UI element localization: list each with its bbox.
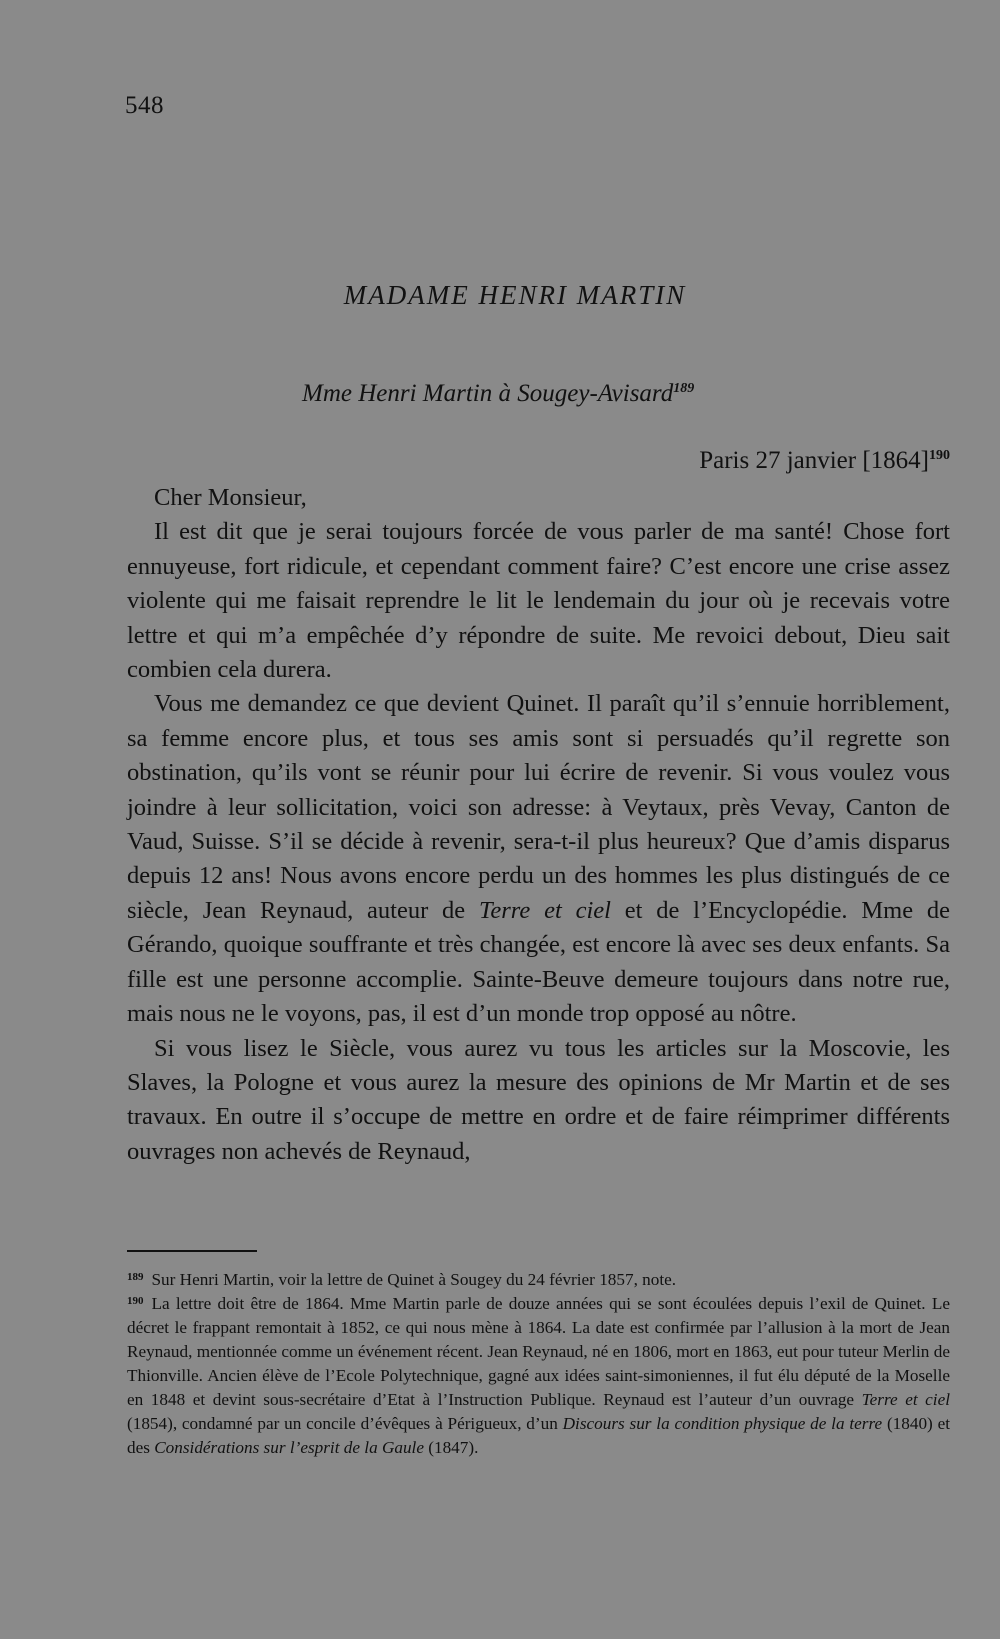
footnote-divider [127, 1250, 257, 1252]
salutation: Cher Monsieur, [154, 484, 307, 511]
book-title-terre-et-ciel: Terre et ciel [479, 896, 611, 924]
footnote-190-title-1: Terre et ciel [861, 1390, 950, 1409]
dateline-text: Paris 27 janvier [1864] [699, 447, 929, 474]
footnote-190-title-3: Considérations sur l’esprit de la Gaule [154, 1438, 424, 1457]
letter-heading-text: Mme Henri Martin à Sougey-Avisard [302, 380, 674, 407]
paragraph-3: Si vous lisez le Siècle, vous aurez vu tous les articles sur la Moscovie, les Slaves, la Pologne et vous aurez la mesure des opinions de Mr Martin et de ses travaux. En outre il s’occupe de mettre en ordre et de faire réimprimer différents ouvrages non achevés de Reynaud, [127, 1034, 950, 1165]
letter-heading [302, 380, 694, 408]
paragraph-2 [127, 687, 950, 1031]
paragraph-1: Il est dit que je serai toujours forcée de vous parler de ma santé! Chose fort ennuyeuse, fort ridicule, et cependant comment faire? C’est encore une crise assez violente qui me faisait reprendre le lit le lendemain du jour où je recevais votre lettre et qui m’a empêchée d’y répondre de suite. Me revoici debout, Dieu sait combien cela durera. [127, 518, 950, 684]
footnote-ref-190[interactable]: 190 [929, 448, 950, 463]
letter-body [127, 481, 950, 1169]
page-number: 548 [125, 92, 164, 119]
letter-dateline [699, 447, 950, 475]
footnote-189 [127, 1268, 950, 1292]
paragraph-2-part-b: et de l’Encyclopédie. Mme de Gérando, quoique souffrante et très changée, est encore là avec ses deux enfants. Sa fille est une personne accomplie. Sainte-Beuve demeure toujours dans notre rue, mais nous ne le voyons, pas, il est d’un monde trop opposé au nôtre. [127, 896, 951, 1028]
footnote-190-part-b: (1854), condamné par un concile d’évêques à Périgueux, d’un [127, 1414, 563, 1433]
footnote-ref-189[interactable]: 189 [673, 381, 695, 396]
footnote-190-part-c: (1840) et des [127, 1414, 950, 1457]
paragraph-2-part-a: Vous me demandez ce que devient Quinet. Il paraît qu’il s’ennuie horriblement, sa femme encore plus, et tous ses amis sont si persuadés qu’il regrette son obstination, qu’ils vont se réunir pour lui écrire de revenir. Si vous voulez vous joindre à leur sollicitation, voici son adresse: à Veytaux, près Vevay, Canton de Vaud, Suisse. S’il se décide à revenir, sera-t-il plus heureux? Que d’amis disparus depuis 12 ans! Nous avons encore perdu un des hommes les plus distingués de ce siècle, Jean Reynaud, auteur de [127, 690, 950, 924]
footnote-mark-189: 189 [127, 1271, 144, 1283]
footnote-mark-190: 190 [127, 1295, 144, 1307]
footnote-189-text: Sur Henri Martin, voir la lettre de Quinet à Sougey du 24 février 1857, note. [151, 1270, 677, 1289]
footnote-190-title-2: Discours sur la condition physique de la terre [562, 1414, 883, 1433]
footnote-190-part-d: (1847). [423, 1438, 479, 1457]
footnote-190-part-a: La lettre doit être de 1864. Mme Martin parle de douze années qui se sont écoulées depuis l’exil de Quinet. Le décret le frappant remontait à 1852, ce qui nous mène à 1864. La date est confirmée par l’allusion à la mort de Jean Reynaud, mentionnée comme un événement récent. Jean Reynaud, né en 1806, mort en 1863, eut pour tuteur Merlin de Thionville. Ancien élève de l’Ecole Polytechnique, gagné aux idées saint-simoniennes, il fut élu député de la Moselle en 1848 et devint sous-secrétaire d’Etat à l’Instruction Publique. Reynaud est l’auteur d’un ouvrage [127, 1294, 950, 1409]
footnote-190 [127, 1292, 950, 1460]
footnotes [127, 1268, 950, 1460]
section-title: MADAME HENRI MARTIN [343, 280, 687, 310]
